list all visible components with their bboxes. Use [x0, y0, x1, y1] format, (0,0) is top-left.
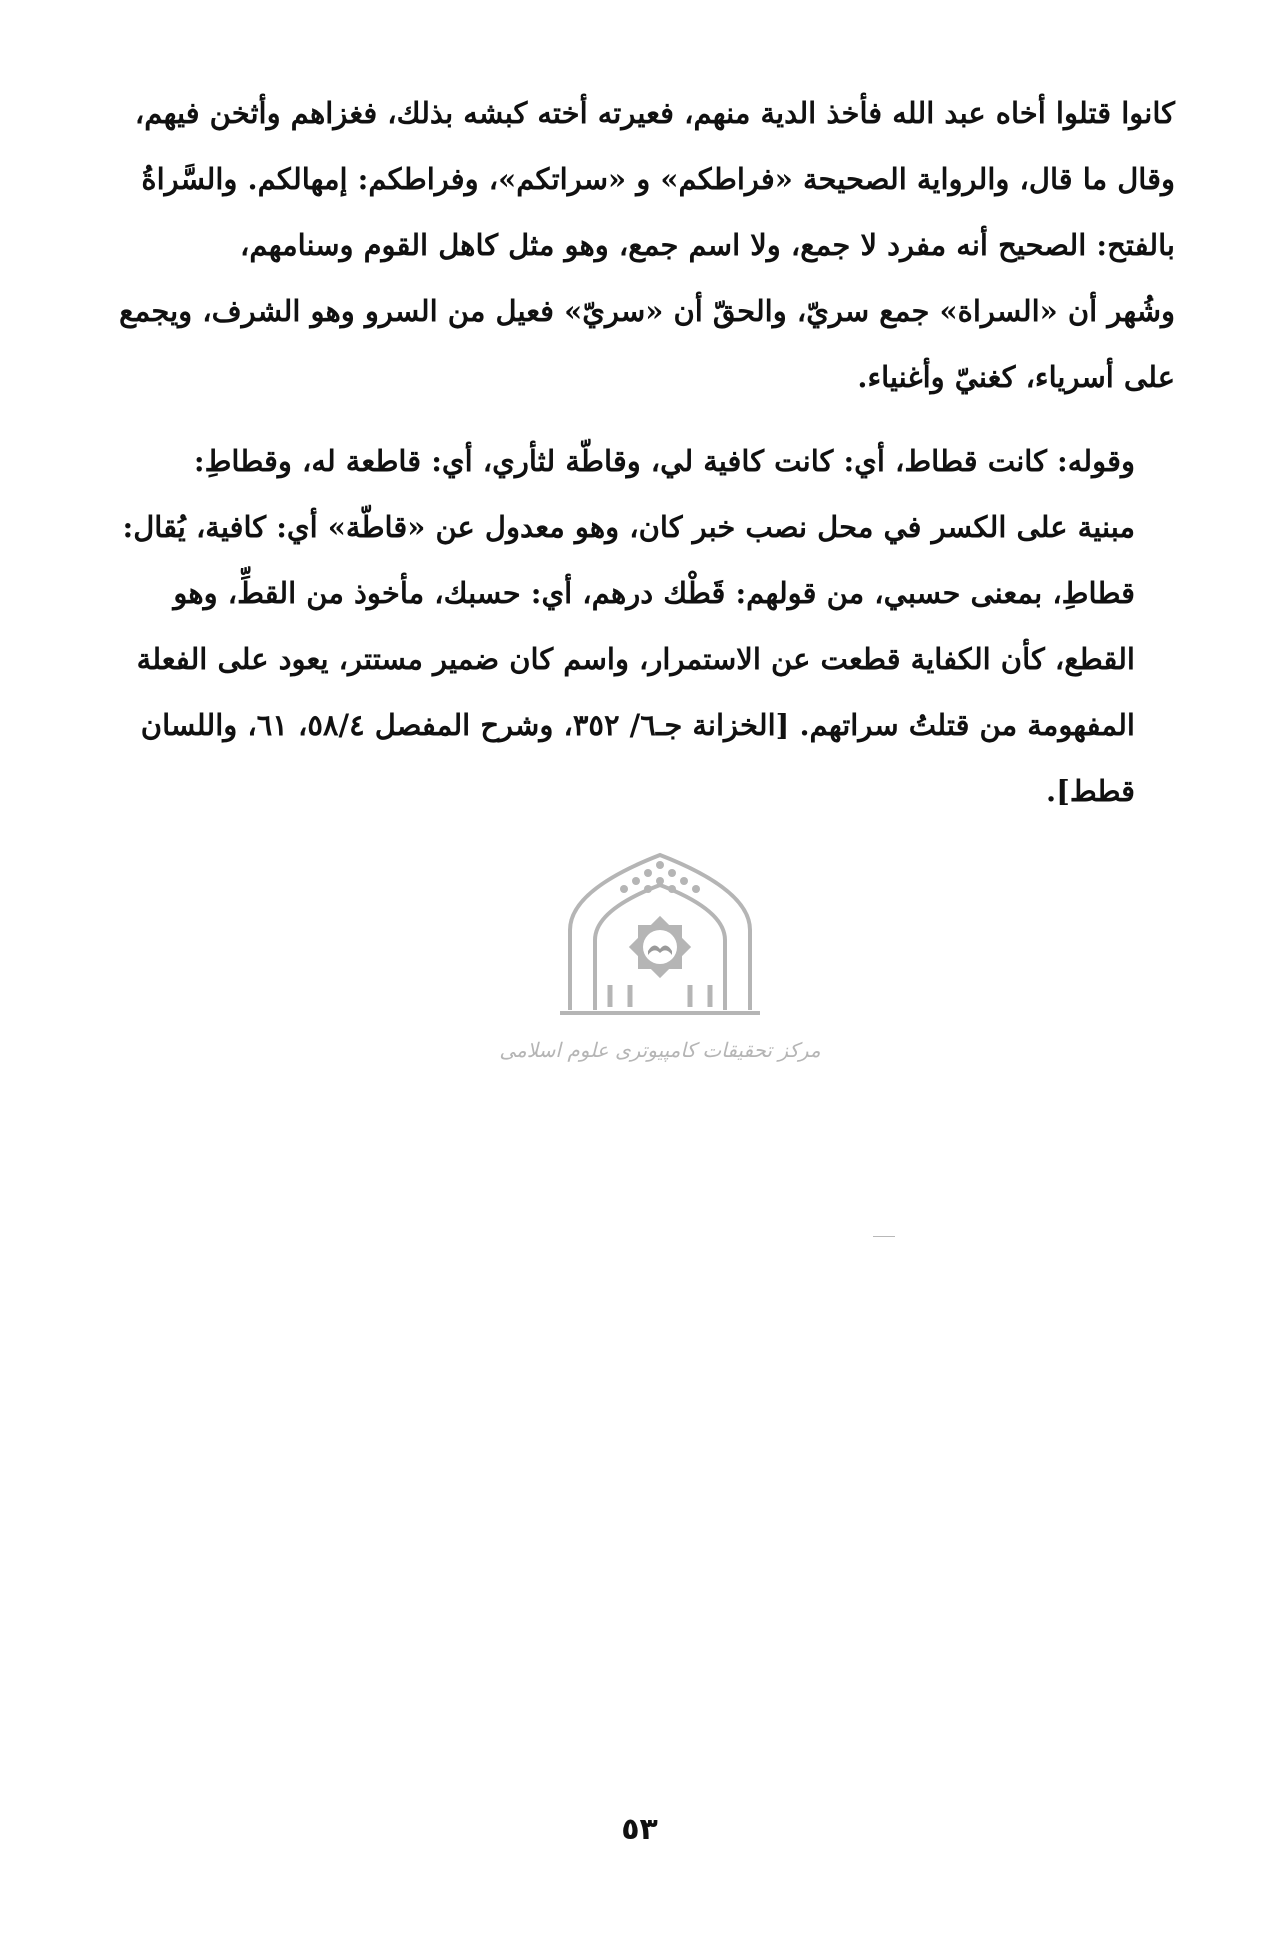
text-line: وقال ما قال، والرواية الصحيحة «فراطكم» و «سراتكم»، وفراطكم: إمهالكم. والسَّراةُ	[141, 162, 1175, 196]
text-line: على أسرياء، كغنيّ وأغنياء.	[857, 360, 1175, 394]
text-line: القطع، كأن الكفاية قطعت عن الاستمرار، واسم كان ضمير مستتر، يعود على الفعلة	[136, 642, 1135, 676]
body-text	[100, 80, 1175, 824]
watermark-logo	[500, 835, 820, 1075]
text-line: بالفتح: الصحيح أنه مفرد لا جمع، ولا اسم جمع، وهو مثل كاهل القوم وسنامهم،	[240, 228, 1175, 262]
watermark-caption: مرکز تحقیقات کامپیوتری علوم اسلامی	[500, 1038, 820, 1062]
text-line: كانوا قتلوا أخاه عبد الله فأخذ الدية منهم، فعيرته أخته كبشه بذلك، فغزاهم وأثخن فيهم،	[134, 96, 1175, 130]
text-line: وشُهر أن «السراة» جمع سريّ، والحقّ أن «سريّ» فعيل من السرو وهو الشرف، ويجمع	[119, 294, 1175, 328]
text-line: قطط].	[1046, 774, 1135, 808]
page-number: ٥٣	[621, 1812, 658, 1847]
stray-mark	[873, 1236, 895, 1237]
text-line: قطاطِ، بمعنى حسبي، من قولهم: قَطْك درهم، أي: حسبك، مأخوذ من القطِّ، وهو	[173, 576, 1135, 610]
paragraph-1	[100, 80, 1175, 410]
text-line: المفهومة من قتلتُ سراتهم. [الخزانة جـ٦/ ٣٥٢، وشرح المفصل ٥٨/٤، ٦١، واللسان	[140, 708, 1135, 742]
paragraph-2	[100, 428, 1175, 824]
text-line: وقوله: كانت قطاط، أي: كانت كافية لي، وقاطّة لثأري، أي: قاطعة له، وقطاطِ:	[193, 444, 1135, 478]
text-line: مبنية على الكسر في محل نصب خبر كان، وهو معدول عن «قاطّة» أي: كافية، يُقال:	[122, 510, 1135, 544]
mosque-emblem-icon	[500, 835, 820, 1075]
